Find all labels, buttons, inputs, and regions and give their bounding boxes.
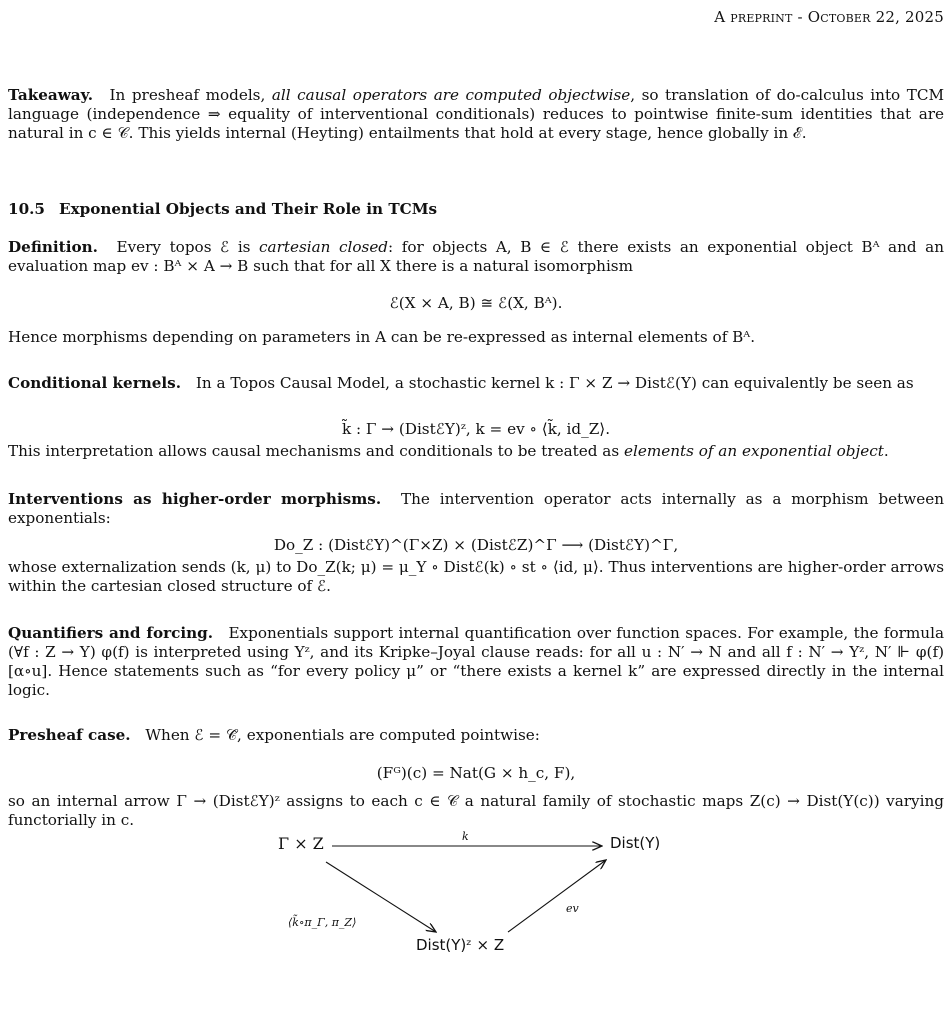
label-ev: ev <box>566 902 579 915</box>
header-separator: - <box>792 8 808 26</box>
definition-paragraph <box>8 238 944 276</box>
presheaf-text: When ℰ = 𝒞̂, exponentials are computed pointwise: <box>145 726 540 744</box>
node-gamma-times-z: Γ × Z <box>278 834 324 853</box>
kernels-label: Conditional kernels. <box>8 374 182 392</box>
interventions-paragraph <box>8 490 944 528</box>
quantifiers-label: Quantifiers and forcing. <box>8 624 214 642</box>
interventions-after <box>8 558 944 596</box>
quantifiers-paragraph <box>8 624 944 700</box>
takeaway-label: Takeaway. <box>8 86 93 104</box>
definition-pre: Every topos ℰ is <box>116 238 251 256</box>
takeaway-post: , so translation of do-calculus into TCM language (independence ⇒ equality of interventional conditionals) reduces to pointwise finite-sum identities that are natural in c ∈ 𝒞. This yields internal (Heyting) entailments that hold at every stage, hence globally in ℰ. <box>8 86 945 142</box>
label-pairing: ⟨k̃∘π_Γ, π_Z⟩ <box>288 916 357 929</box>
takeaway-paragraph <box>8 86 944 143</box>
definition-emph: cartesian closed <box>259 238 389 256</box>
definition-after <box>8 328 944 347</box>
presheaf-after-text: so an internal arrow Γ → (DistℰY)ᶻ assigns to each c ∈ 𝒞 a natural family of stochastic maps Z(c) → Dist(Y(c)) varying functorially in c. <box>8 792 944 829</box>
arrow-ev <box>508 860 606 932</box>
kernels-after-emph: elements of an exponential object <box>623 442 884 460</box>
kernels-after-post: . <box>883 442 889 460</box>
interventions-equation: Do_Z : (DistℰY)^(Γ×Z) × (DistℰZ)^Γ ⟶ (DistℰY)^Γ, <box>273 536 679 554</box>
takeaway-pre: In presheaf models, <box>109 86 266 104</box>
definition-after-text: Hence morphisms depending on parameters in A can be re-expressed as internal elements of Bᴬ. <box>8 328 756 346</box>
header-date: October 22, 2025 <box>807 8 944 26</box>
definition-equation: ℰ(X × A, B) ≅ ℰ(X, Bᴬ). <box>389 294 563 312</box>
definition-post: : for objects A, B ∈ ℰ there exists an exponential object Bᴬ and an evaluation map ev : Bᴬ × A → B such that for all X there is a natural isomorphism <box>8 238 945 275</box>
header-preprint: A preprint <box>714 8 793 26</box>
kernels-after-pre: This interpretation allows causal mechanisms and conditionals to be treated as <box>8 442 620 460</box>
definition-label: Definition. <box>8 238 98 256</box>
label-k: k <box>462 830 469 843</box>
kernels-text: In a Topos Causal Model, a stochastic kernel k : Γ × Z → Distℰ(Y) can equivalently be seen as <box>195 374 914 392</box>
kernels-after <box>8 442 944 461</box>
takeaway-emph: all causal operators are computed objectwise <box>271 86 631 104</box>
commutative-diagram <box>240 832 720 1020</box>
presheaf-label: Presheaf case. <box>8 726 131 744</box>
quantifiers-text: Exponentials support internal quantification over function spaces. For example, the formula (∀f : Z → Y) φ(f) is interpreted using Yᶻ, and its Kripke–Joyal clause reads: for all u : N′ → N and all f : N′ → Yᶻ, N′ ⊩ φ(f)[α∘u]. Hence statements such as “for every policy μ” or “there exists a kernel k” are expressed directly in the internal logic. <box>8 624 944 699</box>
kernels-paragraph <box>8 374 944 393</box>
interventions-after-text: whose externalization sends (k, μ) to Do_Z(k; μ) = μ_Y ∘ Distℰ(k) ∘ st ∘ ⟨id, μ⟩. Thus interventions are higher-order arrows within the cartesian closed structure of ℰ. <box>8 558 944 595</box>
section-title: Exponential Objects and Their Role in TCMs <box>59 200 438 218</box>
node-dist-y: Dist(Y) <box>610 834 661 852</box>
node-exponential: Dist(Y)ᶻ × Z <box>416 936 505 954</box>
interventions-text: The intervention operator acts internally as a morphism between exponentials: <box>8 490 945 527</box>
running-header <box>714 8 944 26</box>
section-heading <box>8 200 437 219</box>
section-number: 10.5 <box>8 200 45 218</box>
presheaf-paragraph <box>8 726 944 745</box>
interventions-label: Interventions as higher-order morphisms. <box>8 490 382 508</box>
kernels-equation: k̃ : Γ → (DistℰY)ᶻ, k = ev ∘ ⟨k̃, id_Z⟩. <box>341 420 611 438</box>
presheaf-after <box>8 792 944 830</box>
presheaf-equation: (Fᴳ)(c) = Nat(G × h_c, F), <box>376 764 576 782</box>
